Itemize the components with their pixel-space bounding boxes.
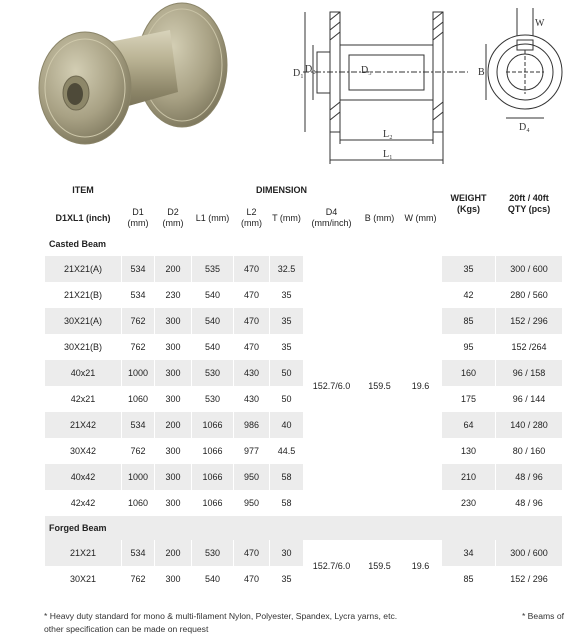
d1-header: D1 (mm) [122,204,155,232]
weight-cell: 175 [442,386,496,412]
end-view-drawing [478,0,568,176]
spec-table [44,176,563,592]
label-l2: L₂ [383,129,393,140]
b-shared-cell: 159.5 [360,256,400,516]
label-b: B [478,67,485,78]
l2-cell: 470 [234,282,270,308]
t-cell: 58 [270,490,304,516]
item-cell: 40x42 [45,464,122,490]
l1-cell: 1066 [192,490,234,516]
d2-cell: 300 [155,334,192,360]
label-d3: D₃ [361,65,372,76]
l2-cell: 950 [234,464,270,490]
l1-cell: 540 [192,566,234,592]
weight-cell: 160 [442,360,496,386]
l2-cell: 430 [234,386,270,412]
d4-shared-cell: 152.7/6.0 [304,256,360,516]
l2-cell: 470 [234,566,270,592]
qty-cell: 152 /264 [496,334,563,360]
forged-beam-label: Forged Beam [45,516,563,540]
l1-cell: 540 [192,282,234,308]
label-d1: D₁ [293,68,304,79]
table-row [45,256,563,282]
t-cell: 35 [270,308,304,334]
weight-cell: 35 [442,256,496,282]
l1-cell: 530 [192,540,234,566]
d1-cell: 762 [122,566,155,592]
d1-cell: 534 [122,412,155,438]
dimension-header: DIMENSION [122,176,442,204]
l2-cell: 986 [234,412,270,438]
l1-cell: 535 [192,256,234,282]
d2-cell: 300 [155,490,192,516]
t-cell: 32.5 [270,256,304,282]
d2-cell: 300 [155,438,192,464]
d2-cell: 300 [155,464,192,490]
d2-cell: 230 [155,282,192,308]
l2-cell: 950 [234,490,270,516]
d1-cell: 534 [122,540,155,566]
l2-cell: 470 [234,256,270,282]
d1-cell: 534 [122,282,155,308]
weight-cell: 230 [442,490,496,516]
qty-cell: 48 / 96 [496,490,563,516]
qty-cell: 300 / 600 [496,540,563,566]
section-casted [45,232,563,256]
qty-cell: 96 / 158 [496,360,563,386]
qty-cell: 152 / 296 [496,566,563,592]
l1-cell: 530 [192,360,234,386]
d1-cell: 1060 [122,490,155,516]
weight-header: WEIGHT (Kgs) [442,176,496,232]
section-forged [45,516,563,540]
qty-cell: 96 / 144 [496,386,563,412]
casted-body [45,256,563,516]
w-shared-cell: 19.6 [400,540,442,592]
weight-cell: 210 [442,464,496,490]
item-cell: 21X21 [45,540,122,566]
d1-cell: 1000 [122,464,155,490]
label-d4: D₄ [519,122,530,133]
d1-cell: 762 [122,308,155,334]
footnote-line-1: * Heavy duty standard for mono & multi-filament Nylon, Polyester, Spandex, Lycra yarns, etc. [44,611,398,621]
item-cell: 30X21(A) [45,308,122,334]
t-header: T (mm) [270,204,304,232]
t-cell: 58 [270,464,304,490]
d1-cell: 1000 [122,360,155,386]
l2-cell: 977 [234,438,270,464]
weight-cell: 34 [442,540,496,566]
t-cell: 30 [270,540,304,566]
d1-cell: 534 [122,256,155,282]
label-w: W [535,18,545,29]
t-cell: 35 [270,282,304,308]
l2-cell: 470 [234,308,270,334]
d2-header: D2 (mm) [155,204,192,232]
weight-cell: 85 [442,308,496,334]
d2-cell: 300 [155,360,192,386]
l1-cell: 540 [192,334,234,360]
t-cell: 40 [270,412,304,438]
b-header: B (mm) [360,204,400,232]
item-cell: 30X21 [45,566,122,592]
qty-cell: 80 / 160 [496,438,563,464]
l2-header: L2 (mm) [234,204,270,232]
w-shared-cell: 19.6 [400,256,442,516]
l1-cell: 1066 [192,438,234,464]
t-cell: 50 [270,386,304,412]
l1-cell: 530 [192,386,234,412]
d2-cell: 300 [155,566,192,592]
d1-cell: 1060 [122,386,155,412]
qty-cell: 140 / 280 [496,412,563,438]
header-row-1 [45,176,563,204]
label-d2: D₂ [305,64,316,75]
top-illustrations [0,0,588,176]
l1-cell: 1066 [192,464,234,490]
qty-cell: 280 / 560 [496,282,563,308]
l2-cell: 430 [234,360,270,386]
d2-cell: 200 [155,540,192,566]
weight-cell: 64 [442,412,496,438]
item-cell: 42x21 [45,386,122,412]
casted-beam-label: Casted Beam [45,232,563,256]
d4-shared-cell: 152.7/6.0 [304,540,360,592]
t-cell: 50 [270,360,304,386]
item-cell: 21X21(A) [45,256,122,282]
d2-cell: 300 [155,386,192,412]
d1-cell: 762 [122,334,155,360]
d1-cell: 762 [122,438,155,464]
section-drawing [283,0,473,176]
item-cell: 42x42 [45,490,122,516]
d2-cell: 200 [155,412,192,438]
table-row [45,540,563,566]
footnote [44,610,564,636]
t-cell: 44.5 [270,438,304,464]
d2-cell: 300 [155,308,192,334]
w-header: W (mm) [400,204,442,232]
l1-cell: 540 [192,308,234,334]
b-shared-cell: 159.5 [360,540,400,592]
item-cell: 40x21 [45,360,122,386]
t-cell: 35 [270,334,304,360]
footnote-line-2: other specification can be made on request [44,624,209,634]
item-cell: 30X42 [45,438,122,464]
weight-cell: 85 [442,566,496,592]
forged-body [45,540,563,592]
qty-cell: 48 / 96 [496,464,563,490]
d1xl1-header: D1XL1 (inch) [45,204,122,232]
item-cell: 21X42 [45,412,122,438]
t-cell: 35 [270,566,304,592]
footnote-right: * Beams of [521,611,564,621]
item-header: ITEM [45,176,122,204]
qty-header: 20ft / 40ft QTY (pcs) [496,176,563,232]
qty-cell: 152 / 296 [496,308,563,334]
d2-cell: 200 [155,256,192,282]
beam-photo [0,0,265,176]
d4-header: D4 (mm/inch) [304,204,360,232]
label-l1: L₁ [383,149,393,160]
item-cell: 21X21(B) [45,282,122,308]
qty-cell: 300 / 600 [496,256,563,282]
weight-cell: 42 [442,282,496,308]
item-cell: 30X21(B) [45,334,122,360]
l1-cell: 1066 [192,412,234,438]
l2-cell: 470 [234,334,270,360]
l1-header: L1 (mm) [192,204,234,232]
weight-cell: 95 [442,334,496,360]
l2-cell: 470 [234,540,270,566]
weight-cell: 130 [442,438,496,464]
